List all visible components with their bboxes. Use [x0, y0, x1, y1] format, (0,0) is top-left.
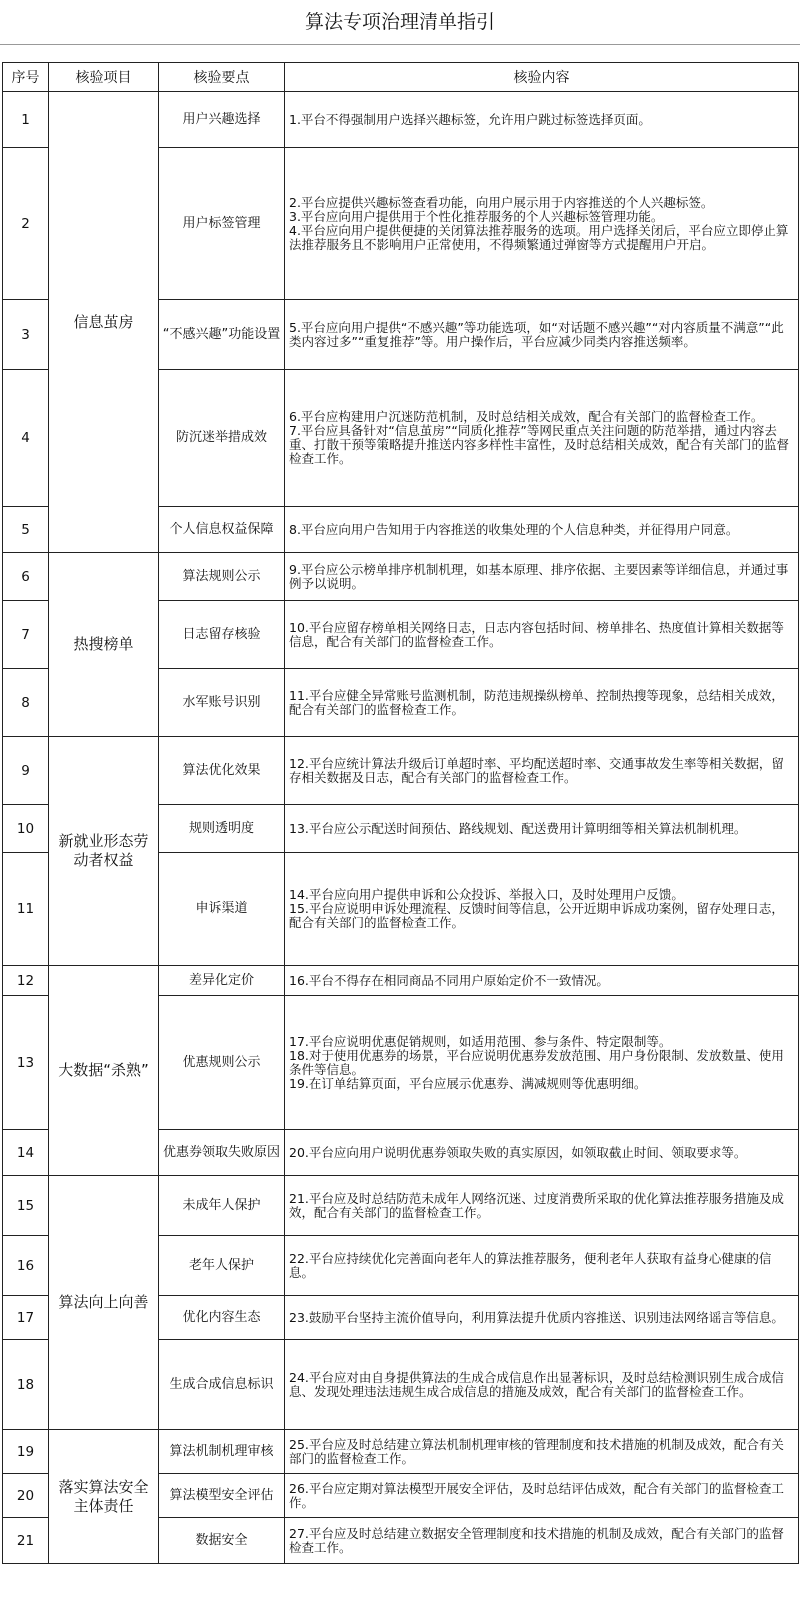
content-line: 17.平台应说明优惠促销规则，如适用范围、参与条件、特定限制等。	[289, 1033, 672, 1049]
row-number: 8	[3, 669, 49, 737]
check-content-cell	[285, 669, 799, 737]
check-point-cell: 生成合成信息标识	[159, 1340, 285, 1430]
check-content-cell	[285, 805, 799, 853]
content-line: 13.平台应公示配送时间预估、路线规划、配送费用计算明细等相关算法机制机理。	[289, 820, 747, 836]
check-content-cell	[285, 996, 799, 1130]
check-content-cell	[285, 601, 799, 669]
row-number: 13	[3, 996, 49, 1130]
row-number: 21	[3, 1518, 49, 1564]
check-content-cell	[285, 1176, 799, 1236]
table-row	[3, 737, 799, 805]
table-row	[3, 1176, 799, 1236]
check-content-cell	[285, 1430, 799, 1474]
row-number: 7	[3, 601, 49, 669]
category-cell: 算法向上向善	[49, 1176, 159, 1430]
row-number: 1	[3, 92, 49, 148]
category-cell: 新就业形态劳动者权益	[49, 737, 159, 966]
row-number: 18	[3, 1340, 49, 1430]
check-point-cell: 规则透明度	[159, 805, 285, 853]
check-point-cell: 算法优化效果	[159, 737, 285, 805]
check-content-cell	[285, 507, 799, 553]
check-point-cell: 日志留存核验	[159, 601, 285, 669]
category-cell: 落实算法安全主体责任	[49, 1430, 159, 1564]
checklist-table	[2, 62, 799, 1564]
page-title: 算法专项治理清单指引	[0, 0, 800, 45]
table-row	[3, 966, 799, 996]
check-point-cell: 未成年人保护	[159, 1176, 285, 1236]
content-line: 18.对于使用优惠券的场景，平台应说明优惠券发放范围、用户身份限制、发放数量、使用条件等信息。	[289, 1047, 784, 1077]
row-number: 14	[3, 1130, 49, 1176]
row-number: 9	[3, 737, 49, 805]
content-line: 19.在订单结算页面，平台应展示优惠券、满减规则等优惠明细。	[289, 1075, 647, 1091]
row-number: 15	[3, 1176, 49, 1236]
check-point-cell: 优惠券领取失败原因	[159, 1130, 285, 1176]
content-line: 22.平台应持续优化完善面向老年人的算法推荐服务，便利老年人获取有益身心健康的信息。	[289, 1250, 772, 1280]
content-line: 11.平台应健全异常账号监测机制，防范违规操纵榜单、控制热搜等现象，总结相关成效，配合有关部门的监督检查工作。	[289, 687, 784, 717]
content-line: 4.平台应向用户提供便捷的关闭算法推荐服务的选项。用户选择关闭后，平台应立即停止算法推荐服务且不影响用户正常使用，不得频繁通过弹窗等方式提醒用户开启。	[289, 222, 789, 252]
row-number: 5	[3, 507, 49, 553]
row-number: 11	[3, 853, 49, 966]
header-point: 核验要点	[159, 63, 285, 92]
check-point-cell: 用户兴趣选择	[159, 92, 285, 148]
check-point-cell: 申诉渠道	[159, 853, 285, 966]
category-cell: 大数据“杀熟”	[49, 966, 159, 1176]
check-content-cell	[285, 300, 799, 370]
content-line: 1.平台不得强制用户选择兴趣标签，允许用户跳过标签选择页面。	[289, 111, 651, 127]
check-content-cell	[285, 1518, 799, 1564]
row-number: 12	[3, 966, 49, 996]
content-line: 26.平台应定期对算法模型开展安全评估，及时总结评估成效，配合有关部门的监督检查工作。	[289, 1480, 784, 1510]
check-content-cell	[285, 1296, 799, 1340]
check-content-cell	[285, 1236, 799, 1296]
check-point-cell: 算法模型安全评估	[159, 1474, 285, 1518]
content-line: 14.平台应向用户提供申诉和公众投诉、举报入口，及时处理用户反馈。	[289, 887, 684, 902]
check-point-cell: “不感兴趣”功能设置	[159, 300, 285, 370]
content-line: 21.平台应及时总结防范未成年人网络沉迷、过度消费所采取的优化算法推荐服务措施及成效，配合有关部门的监督检查工作。	[289, 1190, 784, 1220]
content-line: 6.平台应构建用户沉迷防范机制，及时总结相关成效，配合有关部门的监督检查工作。	[289, 409, 764, 424]
check-point-cell: 差异化定价	[159, 966, 285, 996]
row-number: 2	[3, 148, 49, 300]
row-number: 3	[3, 300, 49, 370]
header-row	[3, 63, 799, 92]
content-line: 10.平台应留存榜单相关网络日志，日志内容包括时间、榜单排名、热度值计算相关数据等信息，配合有关部门的监督检查工作。	[289, 619, 784, 649]
check-content-cell	[285, 370, 799, 507]
check-point-cell: 数据安全	[159, 1518, 285, 1564]
content-line: 8.平台应向用户告知用于内容推送的收集处理的个人信息种类，并征得用户同意。	[289, 521, 739, 537]
content-line: 27.平台应及时总结建立数据安全管理制度和技术措施的机制及成效，配合有关部门的监督检查工作。	[289, 1525, 784, 1555]
check-content-cell	[285, 853, 799, 966]
check-point-cell: 优化内容生态	[159, 1296, 285, 1340]
category-cell: 热搜榜单	[49, 553, 159, 737]
content-line: 16.平台不得存在相同商品不同用户原始定价不一致情况。	[289, 972, 609, 988]
check-point-cell: 优惠规则公示	[159, 996, 285, 1130]
content-line: 20.平台应向用户说明优惠券领取失败的真实原因，如领取截止时间、领取要求等。	[289, 1144, 747, 1160]
content-line: 9.平台应公示榜单排序机制机理，如基本原理、排序依据、主要因素等详细信息，并通过事例予以说明。	[289, 561, 789, 591]
row-number: 16	[3, 1236, 49, 1296]
table-body	[3, 92, 799, 1564]
table-row	[3, 92, 799, 148]
row-number: 10	[3, 805, 49, 853]
header-item: 核验项目	[49, 63, 159, 92]
header-no: 序号	[3, 63, 49, 92]
row-number: 4	[3, 370, 49, 507]
content-line: 24.平台应对由自身提供算法的生成合成信息作出显著标识，及时总结检测识别生成合成信息、发现处理违法违规生成合成信息的措施及成效，配合有关部门的监督检查工作。	[289, 1369, 784, 1399]
check-content-cell	[285, 148, 799, 300]
check-content-cell	[285, 737, 799, 805]
category-cell: 信息茧房	[49, 92, 159, 553]
check-point-cell: 水军账号识别	[159, 669, 285, 737]
content-line: 23.鼓励平台坚持主流价值导向，利用算法提升优质内容推送、识别违法网络谣言等信息。	[289, 1309, 784, 1325]
content-line: 5.平台应向用户提供“不感兴趣”等功能选项，如“对话题不感兴趣”“对内容质量不满意”“此类内容过多”“重复推荐”等。用户操作后，平台应减少同类内容推送频率。	[289, 319, 784, 349]
check-point-cell: 算法规则公示	[159, 553, 285, 601]
row-number: 17	[3, 1296, 49, 1340]
content-line: 15.平台应说明申诉处理流程、反馈时间等信息，公开近期申诉成功案例，留存处理日志，配合有关部门的监督检查工作。	[289, 901, 784, 930]
row-number: 19	[3, 1430, 49, 1474]
check-point-cell: 老年人保护	[159, 1236, 285, 1296]
table-row	[3, 1430, 799, 1474]
row-number: 6	[3, 553, 49, 601]
content-line: 7.平台应具备针对“信息茧房”“同质化推荐”等网民重点关注问题的防范举措，通过内容去重、打散干预等策略提升推送内容多样性丰富性，及时总结相关成效，配合有关部门的监督检查工作。	[289, 423, 790, 466]
check-content-cell	[285, 1130, 799, 1176]
check-content-cell	[285, 1340, 799, 1430]
table-row	[3, 553, 799, 601]
row-number: 20	[3, 1474, 49, 1518]
check-content-cell	[285, 553, 799, 601]
check-point-cell: 算法机制机理审核	[159, 1430, 285, 1474]
content-line: 25.平台应及时总结建立算法机制机理审核的管理制度和技术措施的机制及成效，配合有关部门的监督检查工作。	[289, 1436, 784, 1466]
content-line: 12.平台应统计算法升级后订单超时率、平均配送超时率、交通事故发生率等相关数据，留存相关数据及日志，配合有关部门的监督检查工作。	[289, 755, 784, 785]
check-point-cell: 个人信息权益保障	[159, 507, 285, 553]
check-content-cell	[285, 1474, 799, 1518]
check-point-cell: 用户标签管理	[159, 148, 285, 300]
check-content-cell	[285, 966, 799, 996]
header-content: 核验内容	[285, 63, 799, 92]
content-line: 3.平台应向用户提供用于个性化推荐服务的个人兴趣标签管理功能。	[289, 208, 664, 224]
content-line: 2.平台应提供兴趣标签查看功能，向用户展示用于内容推送的个人兴趣标签。	[289, 194, 714, 210]
check-point-cell: 防沉迷举措成效	[159, 370, 285, 507]
check-content-cell	[285, 92, 799, 148]
